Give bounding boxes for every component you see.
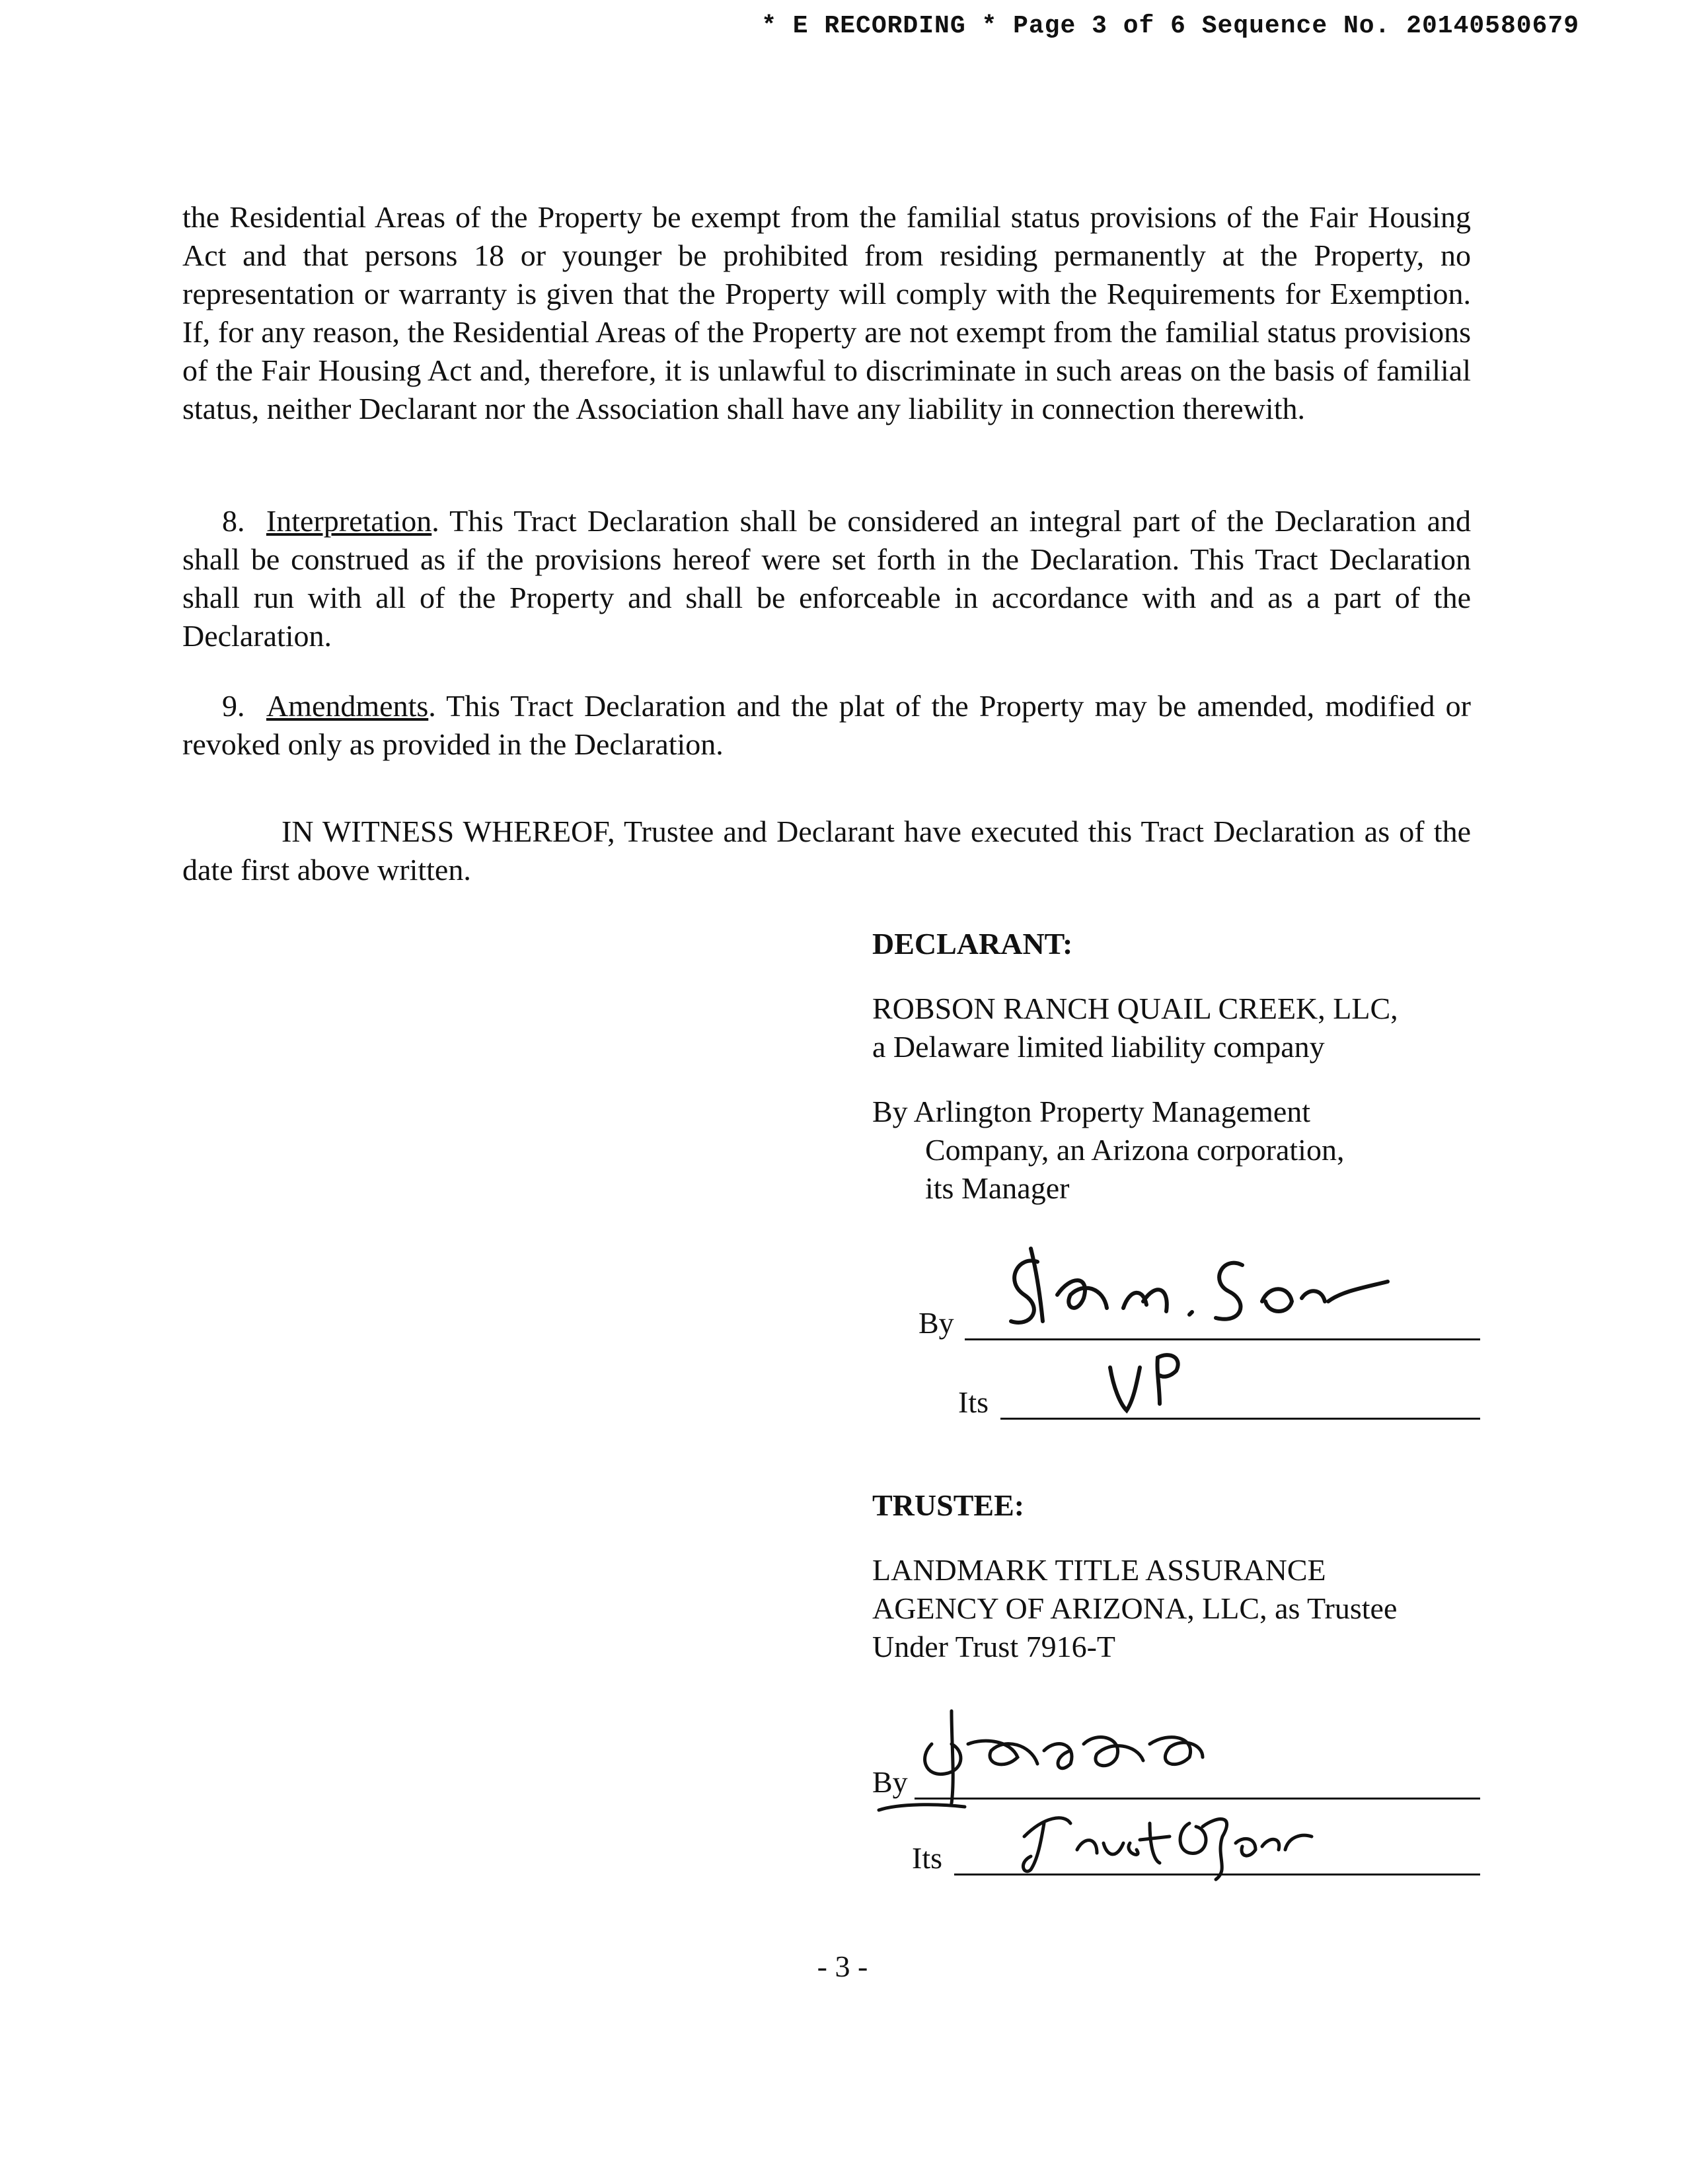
section-9-heading: Amendments <box>266 689 429 723</box>
trustee-by-label: By <box>872 1765 908 1799</box>
declarant-heading: DECLARANT: <box>872 927 1073 961</box>
declarant-by-line1: By Arlington Property Management <box>872 1095 1311 1128</box>
recording-header: * E RECORDING * Page 3 of 6 Sequence No. 20140580679 <box>761 12 1579 40</box>
trustee-by-signature-line <box>872 1757 1480 1800</box>
trustee-its-signature-line <box>912 1833 1480 1875</box>
declarant-block <box>872 925 1487 1208</box>
declarant-by-line2: Company, an Arizona corporation, <box>925 1133 1345 1167</box>
declarant-entity-line2: a Delaware limited liability company <box>872 1030 1325 1064</box>
declarant-entity-line1: ROBSON RANCH QUAIL CREEK, LLC, <box>872 992 1398 1025</box>
section-8-heading: Interpretation <box>266 504 432 538</box>
declarant-by-line3: its Manager <box>925 1171 1070 1205</box>
trustee-heading: TRUSTEE: <box>872 1488 1025 1522</box>
trustee-block <box>872 1486 1487 1666</box>
declarant-by-label: By <box>918 1306 954 1340</box>
trustee-entity-line1: LANDMARK TITLE ASSURANCE <box>872 1553 1326 1587</box>
witness-paragraph: IN WITNESS WHEREOF, Trustee and Declarant have executed this Tract Declaration as of the date first above written. <box>182 815 1471 887</box>
section-9-number: 9. <box>222 689 245 723</box>
page-number: - 3 - <box>817 1949 868 1983</box>
declarant-by-signature-line <box>918 1298 1480 1340</box>
section-9-paragraph <box>182 687 1471 764</box>
continuation-paragraph: the Residential Areas of the Property be exempt from the familial status provisions of the Fair Housing Act and that persons 18 or younger be prohibited from residing permanently at the Property, no representation or warranty is given that the Property will comply with the Requirements for Exemption. If, for any reason, the Residential Areas of the Property are not exempt from the familial status provisions of the Fair Housing Act and, therefore, it is unlawful to discriminate in such areas on the basis of familial status, neither Declarant nor the Association shall have any liability in connection therewith. <box>182 200 1471 425</box>
section-8-paragraph <box>182 502 1471 655</box>
section-8-number: 8. <box>222 504 245 538</box>
trustee-entity-line3: Under Trust 7916-T <box>872 1630 1116 1663</box>
trustee-its-label: Its <box>912 1841 942 1875</box>
section-9-text: . This Tract Declaration and the plat of the Property may be amended, modified or revoked only as provided in the Declaration. <box>182 689 1471 761</box>
section-8-text: . This Tract Declaration shall be considered an integral part of the Declaration and shall be construed as if the provisions hereof were set forth in the Declaration. This Tract Declaration shall run with all of the Property and shall be enforceable in accordance with and as a part of the Declaration. <box>182 504 1472 653</box>
trustee-entity-line2: AGENCY OF ARIZONA, LLC, as Trustee <box>872 1591 1398 1625</box>
declarant-its-label: Its <box>958 1385 989 1419</box>
declarant-its-signature-line <box>958 1377 1480 1420</box>
